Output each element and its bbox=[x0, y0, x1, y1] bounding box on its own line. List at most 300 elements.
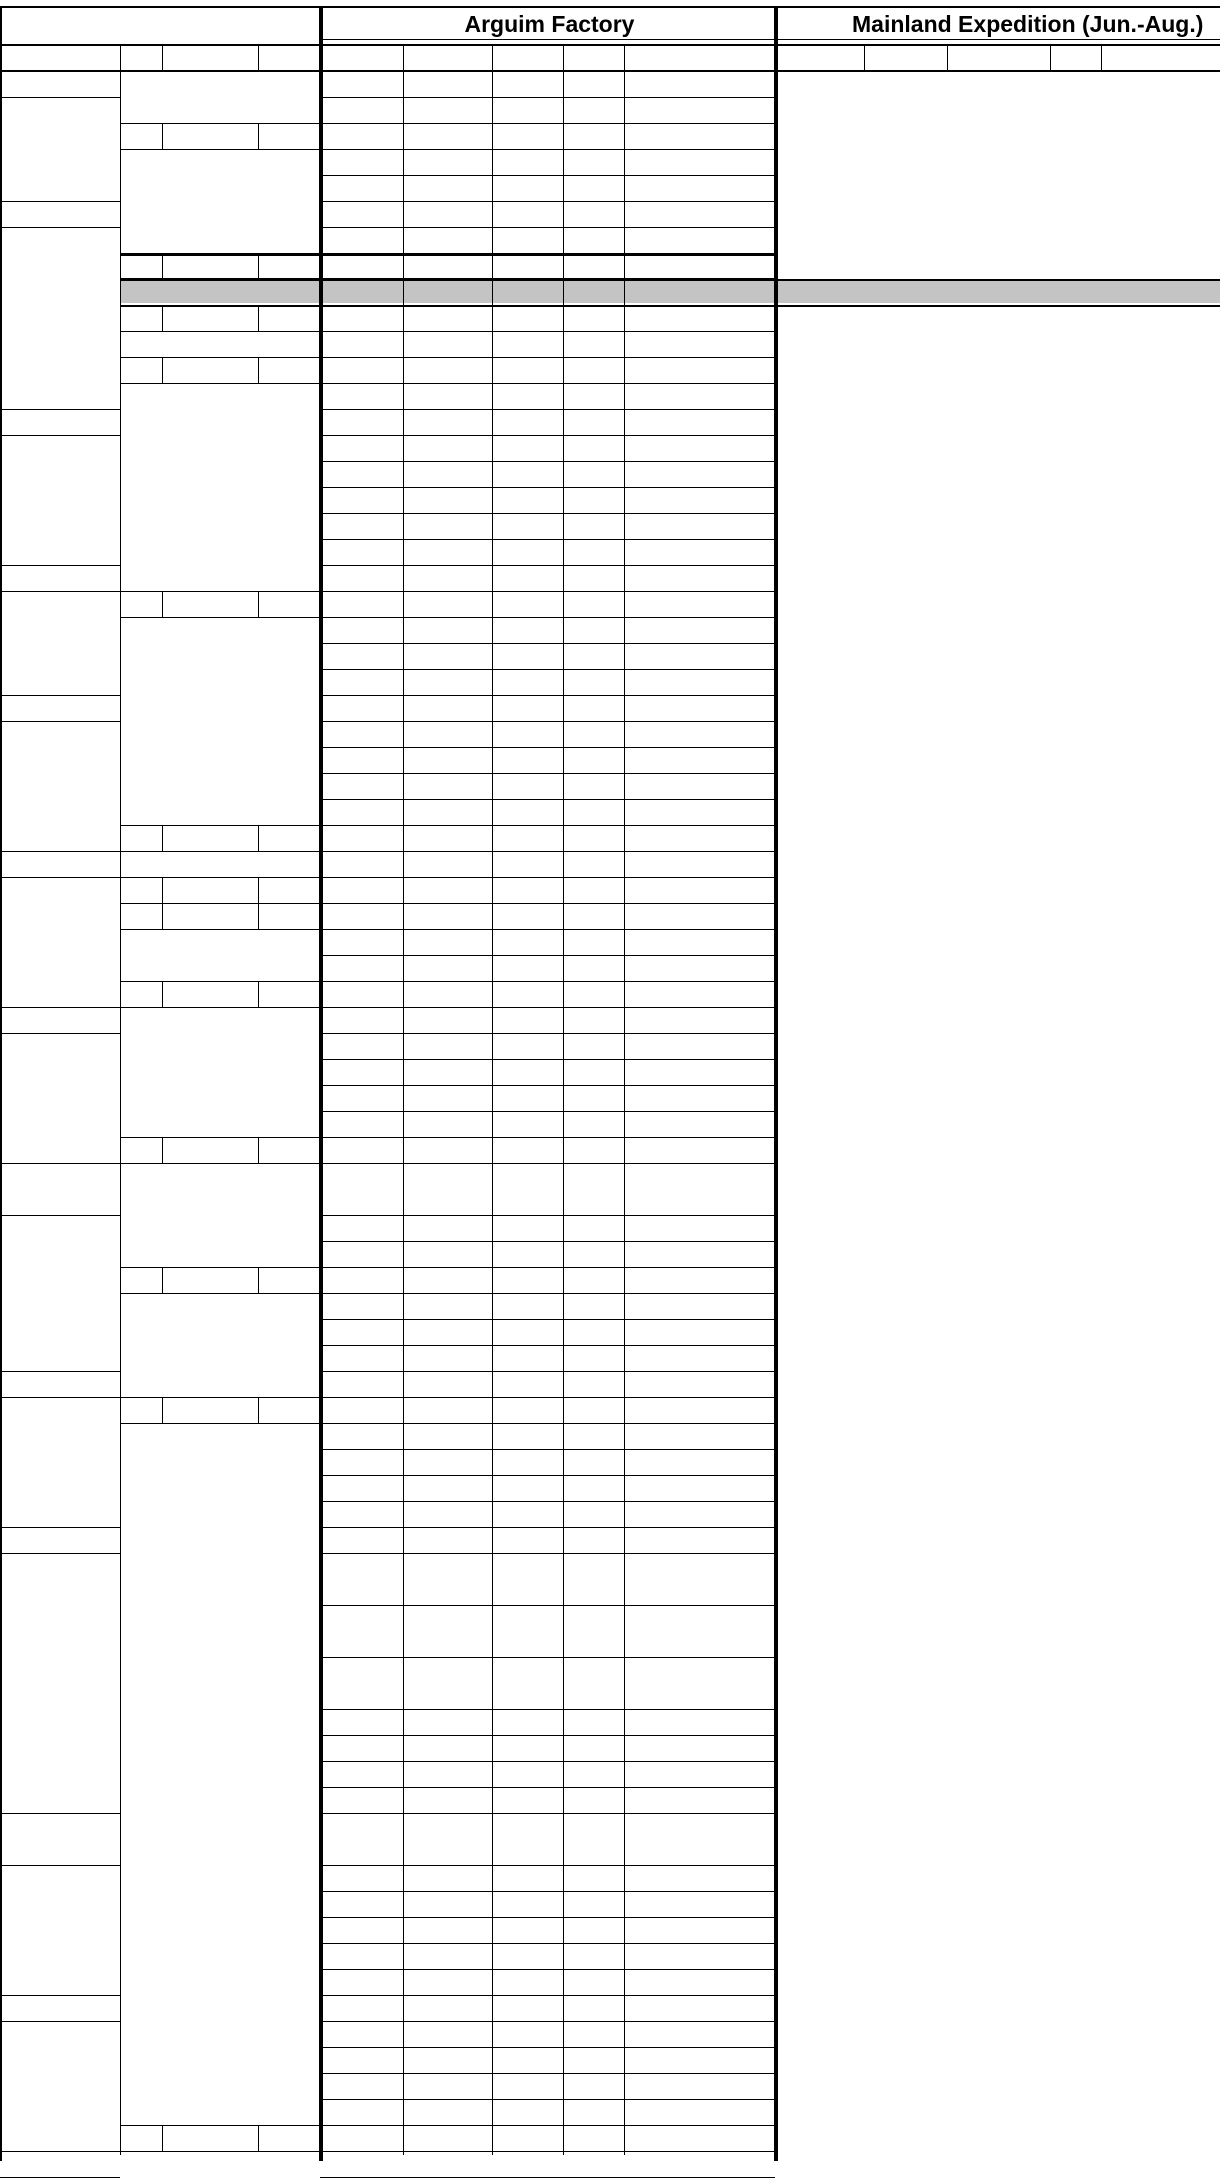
row-price-cell bbox=[624, 1215, 775, 1241]
row-price-cell bbox=[624, 1345, 775, 1371]
row-day-cell bbox=[258, 149, 320, 175]
row-line bbox=[320, 461, 775, 462]
row-price-cell bbox=[624, 175, 775, 201]
column-header-mainland-age bbox=[1050, 45, 1101, 69]
row-year-cell bbox=[120, 1579, 162, 1605]
row-price-cell bbox=[624, 643, 775, 669]
row-number-cell bbox=[320, 1787, 403, 1813]
row-number-cell bbox=[320, 773, 403, 799]
row-number-cell bbox=[320, 1111, 403, 1137]
row-day-cell bbox=[258, 2125, 320, 2151]
folio-line bbox=[0, 1215, 120, 1216]
row-number-cell bbox=[320, 903, 403, 929]
row-female-cell bbox=[403, 97, 492, 123]
row-age-cell bbox=[563, 1969, 624, 1995]
row-folio-cell bbox=[0, 2047, 120, 2073]
row-year-cell bbox=[120, 2073, 162, 2099]
row-day-cell bbox=[258, 409, 320, 435]
row-age-cell bbox=[563, 227, 624, 253]
row-male-cell bbox=[492, 539, 563, 565]
row-age-cell bbox=[563, 331, 624, 357]
row-age-cell bbox=[563, 773, 624, 799]
row-price-cell bbox=[624, 877, 775, 903]
folio-line bbox=[0, 591, 120, 592]
date-box-line bbox=[258, 903, 259, 929]
row-folio-cell bbox=[0, 1293, 120, 1319]
row-year-cell bbox=[120, 1007, 162, 1033]
row-price-cell bbox=[624, 1085, 775, 1111]
row-day-cell bbox=[258, 1787, 320, 1813]
row-age-cell bbox=[563, 1449, 624, 1475]
row-folio-cell bbox=[0, 1007, 120, 1033]
row-age-cell bbox=[563, 1527, 624, 1553]
row-male-cell bbox=[492, 825, 563, 851]
row-year-cell bbox=[120, 1631, 162, 1657]
row-month-cell bbox=[162, 617, 258, 643]
row-price-cell bbox=[624, 1189, 775, 1215]
row-number-cell bbox=[320, 1969, 403, 1995]
row-number-cell bbox=[320, 357, 403, 383]
row-day-cell bbox=[258, 1865, 320, 1891]
row-age-cell bbox=[563, 1813, 624, 1865]
row-price-cell bbox=[624, 669, 775, 695]
row-folio-cell bbox=[0, 877, 120, 903]
row-year-cell bbox=[120, 1969, 162, 1995]
row-number-cell bbox=[320, 2125, 403, 2151]
row-number-cell bbox=[320, 1761, 403, 1787]
row-folio-cell bbox=[0, 1501, 120, 1527]
row-day-cell bbox=[258, 981, 320, 1007]
row-female-cell bbox=[403, 1345, 492, 1371]
row-year-cell bbox=[120, 747, 162, 773]
row-price-cell bbox=[624, 929, 775, 955]
date-box-line bbox=[162, 253, 163, 279]
row-day-cell bbox=[258, 565, 320, 591]
row-month-cell bbox=[162, 357, 258, 383]
row-price-cell bbox=[624, 2125, 775, 2151]
row-year-cell bbox=[120, 2099, 162, 2125]
row-male-cell bbox=[492, 1709, 563, 1735]
row-female-cell bbox=[403, 955, 492, 981]
row-day-cell bbox=[258, 487, 320, 513]
row-male-cell bbox=[492, 1267, 563, 1293]
row-male-cell bbox=[492, 487, 563, 513]
row-age-cell bbox=[563, 1163, 624, 1215]
row-female-cell bbox=[403, 357, 492, 383]
row-folio-cell bbox=[0, 123, 120, 149]
row-number-cell bbox=[320, 643, 403, 669]
row-male-cell bbox=[492, 1761, 563, 1787]
row-year-cell bbox=[120, 227, 162, 253]
row-age-cell bbox=[563, 383, 624, 409]
row-folio-cell bbox=[0, 799, 120, 825]
row-year-cell bbox=[120, 591, 162, 617]
row-age-cell bbox=[563, 1215, 624, 1241]
row-day-cell bbox=[258, 1761, 320, 1787]
row-female-cell bbox=[403, 1761, 492, 1787]
row-folio-cell bbox=[0, 1059, 120, 1085]
thick-divider bbox=[774, 6, 778, 2161]
row-year-cell bbox=[120, 1943, 162, 1969]
row-year-cell bbox=[120, 1397, 162, 1423]
row-number-cell bbox=[320, 227, 403, 253]
row-folio-cell bbox=[0, 1345, 120, 1371]
row-female-cell bbox=[403, 851, 492, 877]
row-year-cell bbox=[120, 1293, 162, 1319]
row-male-cell bbox=[492, 877, 563, 903]
total-age-cell bbox=[563, 253, 624, 279]
row-month-cell bbox=[162, 1839, 258, 1865]
row-female-cell bbox=[403, 1865, 492, 1891]
date-box-line bbox=[258, 1397, 259, 1423]
row-month-cell bbox=[162, 331, 258, 357]
header-col-line bbox=[624, 44, 625, 71]
date-box-line bbox=[258, 591, 259, 617]
row-price-cell bbox=[624, 461, 775, 487]
row-day-cell bbox=[258, 1189, 320, 1215]
row-number-cell bbox=[320, 1891, 403, 1917]
row-age-cell bbox=[563, 1683, 624, 1709]
row-month-cell bbox=[162, 1475, 258, 1501]
row-folio-cell bbox=[0, 1475, 120, 1501]
row-day-cell bbox=[258, 1111, 320, 1137]
folio-line bbox=[0, 1007, 120, 1008]
row-month-cell bbox=[162, 2125, 258, 2151]
row-day-cell bbox=[258, 305, 320, 331]
row-age-cell bbox=[563, 825, 624, 851]
header-col-line bbox=[258, 44, 259, 71]
row-day-cell bbox=[258, 539, 320, 565]
row-age-cell bbox=[563, 1111, 624, 1137]
row-male-cell bbox=[492, 123, 563, 149]
row-number-cell bbox=[320, 1995, 403, 2021]
row-price-cell bbox=[624, 357, 775, 383]
row-male-cell bbox=[492, 695, 563, 721]
row-day-cell bbox=[258, 357, 320, 383]
border-left bbox=[0, 6, 2, 2161]
row-year-cell bbox=[120, 539, 162, 565]
row-price-cell bbox=[624, 591, 775, 617]
row-folio-cell bbox=[0, 461, 120, 487]
row-month-cell bbox=[162, 2073, 258, 2099]
row-male-cell bbox=[492, 591, 563, 617]
row-female-cell bbox=[403, 1995, 492, 2021]
row-price-cell bbox=[624, 851, 775, 877]
row-folio-cell bbox=[0, 825, 120, 851]
folio-line bbox=[0, 409, 120, 410]
row-folio-cell bbox=[0, 227, 120, 253]
row-day-cell bbox=[258, 1137, 320, 1163]
date-box-line bbox=[120, 123, 320, 124]
row-line bbox=[320, 331, 775, 332]
row-male-cell bbox=[492, 97, 563, 123]
row-female-cell bbox=[403, 1371, 492, 1397]
header-col-line bbox=[947, 44, 948, 71]
row-folio-cell bbox=[0, 435, 120, 461]
row-price-cell bbox=[624, 1033, 775, 1059]
row-day-cell bbox=[258, 435, 320, 461]
row-male-cell bbox=[492, 1241, 563, 1267]
date-box-line bbox=[120, 253, 320, 254]
total-male-cell bbox=[492, 253, 563, 279]
row-male-cell bbox=[492, 1917, 563, 1943]
row-age-cell bbox=[563, 1371, 624, 1397]
row-price-cell bbox=[624, 1787, 775, 1813]
row-line bbox=[320, 1319, 775, 1320]
row-folio-cell bbox=[0, 71, 120, 97]
row-month-cell bbox=[162, 1527, 258, 1553]
row-age-cell bbox=[563, 643, 624, 669]
row-folio-cell bbox=[0, 1319, 120, 1345]
row-folio-cell bbox=[0, 669, 120, 695]
header-col-line bbox=[403, 44, 404, 71]
date-box-line bbox=[258, 1267, 259, 1293]
date-box-line bbox=[120, 591, 320, 592]
row-female-cell bbox=[403, 643, 492, 669]
row-price-cell bbox=[624, 955, 775, 981]
date-box-line bbox=[120, 149, 320, 150]
row-month-cell bbox=[162, 877, 258, 903]
border-top bbox=[0, 6, 1220, 8]
row-year-cell bbox=[120, 1215, 162, 1241]
row-day-cell bbox=[258, 1995, 320, 2021]
row-price-cell bbox=[624, 539, 775, 565]
row-day-cell bbox=[258, 1397, 320, 1423]
row-month-cell bbox=[162, 1943, 258, 1969]
date-box-line bbox=[162, 123, 163, 149]
row-female-cell bbox=[403, 565, 492, 591]
date-box-line bbox=[120, 1267, 320, 1268]
row-year-cell bbox=[120, 773, 162, 799]
date-box-line bbox=[120, 1423, 320, 1424]
row-month-cell bbox=[162, 1319, 258, 1345]
date-box-line bbox=[120, 981, 320, 982]
row-female-cell bbox=[403, 1319, 492, 1345]
row-age-cell bbox=[563, 175, 624, 201]
row-month-cell bbox=[162, 1709, 258, 1735]
row-month-cell bbox=[162, 1631, 258, 1657]
date-box-line bbox=[120, 851, 320, 852]
date-box-line bbox=[120, 383, 320, 384]
row-month-cell bbox=[162, 929, 258, 955]
row-number-cell bbox=[320, 71, 403, 97]
row-line bbox=[320, 1033, 775, 1034]
row-male-cell bbox=[492, 2125, 563, 2151]
row-female-cell bbox=[403, 1397, 492, 1423]
row-folio-cell bbox=[0, 409, 120, 435]
row-female-cell bbox=[403, 591, 492, 617]
row-price-cell bbox=[624, 1735, 775, 1761]
row-month-cell bbox=[162, 1267, 258, 1293]
row-price-cell bbox=[624, 773, 775, 799]
row-age-cell bbox=[563, 1085, 624, 1111]
row-line bbox=[320, 955, 775, 956]
row-year-cell bbox=[120, 513, 162, 539]
row-male-cell bbox=[492, 1995, 563, 2021]
date-box-line bbox=[120, 929, 320, 930]
row-day-cell bbox=[258, 1059, 320, 1085]
row-male-cell bbox=[492, 1085, 563, 1111]
row-male-cell bbox=[492, 1345, 563, 1371]
row-line bbox=[320, 1917, 775, 1918]
row-female-cell bbox=[403, 1787, 492, 1813]
row-number-cell bbox=[320, 1501, 403, 1527]
row-folio-cell bbox=[0, 721, 120, 747]
row-age-cell bbox=[563, 71, 624, 97]
row-folio-cell bbox=[0, 929, 120, 955]
row-price-cell bbox=[624, 1709, 775, 1735]
row-month-cell bbox=[162, 799, 258, 825]
row-month-cell bbox=[162, 669, 258, 695]
row-number-cell bbox=[320, 617, 403, 643]
row-age-cell bbox=[563, 669, 624, 695]
row-female-cell bbox=[403, 1969, 492, 1995]
row-number-cell bbox=[320, 1319, 403, 1345]
row-price-cell bbox=[624, 1241, 775, 1267]
row-male-cell bbox=[492, 2073, 563, 2099]
row-male-cell bbox=[492, 669, 563, 695]
row-folio-cell bbox=[0, 981, 120, 1007]
row-line bbox=[320, 539, 775, 540]
row-folio-cell bbox=[0, 1527, 120, 1553]
row-line bbox=[320, 1527, 775, 1528]
row-year-cell bbox=[120, 695, 162, 721]
date-box-line bbox=[120, 331, 320, 332]
row-folio-cell bbox=[0, 1995, 120, 2021]
date-box-line bbox=[120, 903, 320, 904]
row-year-cell bbox=[120, 331, 162, 357]
row-folio-cell bbox=[0, 1969, 120, 1995]
row-day-cell bbox=[258, 2073, 320, 2099]
row-female-cell bbox=[403, 2047, 492, 2073]
row-female-cell bbox=[403, 1709, 492, 1735]
date-box-line bbox=[258, 825, 259, 851]
row-folio-cell bbox=[0, 1423, 120, 1449]
row-line bbox=[320, 929, 775, 930]
row-age-cell bbox=[563, 1241, 624, 1267]
row-line bbox=[320, 1267, 775, 1268]
row-price-cell bbox=[624, 1501, 775, 1527]
row-folio-cell bbox=[0, 1189, 120, 1215]
column-header-number bbox=[320, 45, 403, 69]
row-age-cell bbox=[563, 1917, 624, 1943]
row-month-cell bbox=[162, 1397, 258, 1423]
row-day-cell bbox=[258, 1891, 320, 1917]
row-number-cell bbox=[320, 1345, 403, 1371]
row-line bbox=[320, 643, 775, 644]
row-folio-cell bbox=[0, 1137, 120, 1163]
folio-line bbox=[0, 695, 120, 696]
date-box-line bbox=[258, 305, 259, 331]
row-year-cell bbox=[120, 1241, 162, 1267]
date-box-line bbox=[120, 1007, 320, 1008]
row-age-cell bbox=[563, 903, 624, 929]
row-number-cell bbox=[320, 383, 403, 409]
column-header-mainland-price bbox=[1101, 45, 1220, 69]
row-female-cell bbox=[403, 1917, 492, 1943]
date-box-line bbox=[120, 2125, 320, 2126]
row-number-cell bbox=[320, 669, 403, 695]
date-box-line bbox=[258, 253, 259, 279]
row-year-cell bbox=[120, 71, 162, 97]
row-month-cell bbox=[162, 1683, 258, 1709]
row-month-cell bbox=[162, 97, 258, 123]
folio-line bbox=[0, 1527, 120, 1528]
row-line bbox=[320, 851, 775, 852]
row-day-cell bbox=[258, 1527, 320, 1553]
column-header-year bbox=[120, 45, 162, 69]
row-month-cell bbox=[162, 1449, 258, 1475]
row-number-cell bbox=[320, 877, 403, 903]
row-year-cell bbox=[120, 175, 162, 201]
folio-line bbox=[0, 2151, 120, 2152]
row-price-cell bbox=[624, 1605, 775, 1657]
row-day-cell bbox=[258, 1449, 320, 1475]
row-year-cell bbox=[120, 1709, 162, 1735]
row-folio-cell bbox=[0, 1215, 120, 1241]
row-day-cell bbox=[258, 1345, 320, 1371]
section-separator bbox=[120, 281, 1220, 303]
row-folio-cell bbox=[0, 747, 120, 773]
row-line bbox=[320, 1137, 775, 1138]
row-month-cell bbox=[162, 825, 258, 851]
row-male-cell bbox=[492, 149, 563, 175]
row-female-cell bbox=[403, 1189, 492, 1215]
row-number-cell bbox=[320, 1579, 403, 1605]
row-female-cell bbox=[403, 1059, 492, 1085]
row-female-cell bbox=[403, 1423, 492, 1449]
row-day-cell bbox=[258, 331, 320, 357]
row-number-cell bbox=[320, 1423, 403, 1449]
row-price-cell bbox=[624, 981, 775, 1007]
row-month-cell bbox=[162, 1189, 258, 1215]
row-line bbox=[320, 2021, 775, 2022]
row-female-cell bbox=[403, 227, 492, 253]
row-price-cell bbox=[624, 409, 775, 435]
row-age-cell bbox=[563, 721, 624, 747]
row-line bbox=[320, 487, 775, 488]
row-number-cell bbox=[320, 487, 403, 513]
row-male-cell bbox=[492, 2021, 563, 2047]
row-price-cell bbox=[624, 565, 775, 591]
row-age-cell bbox=[563, 1137, 624, 1163]
row-price-cell bbox=[624, 1917, 775, 1943]
row-price-cell bbox=[624, 201, 775, 227]
date-box-line bbox=[258, 2125, 259, 2151]
row-line bbox=[320, 1475, 775, 1476]
row-number-cell bbox=[320, 565, 403, 591]
row-price-cell bbox=[624, 1423, 775, 1449]
row-line bbox=[320, 1371, 775, 1372]
date-box-line bbox=[162, 1397, 163, 1423]
date-box-line bbox=[162, 305, 163, 331]
row-price-cell bbox=[624, 2073, 775, 2099]
row-number-cell bbox=[320, 1917, 403, 1943]
row-day-cell bbox=[258, 1631, 320, 1657]
row-folio-cell bbox=[0, 903, 120, 929]
row-year-cell bbox=[120, 383, 162, 409]
row-male-cell bbox=[492, 565, 563, 591]
row-female-cell bbox=[403, 1501, 492, 1527]
row-male-cell bbox=[492, 851, 563, 877]
row-female-cell bbox=[403, 1007, 492, 1033]
row-age-cell bbox=[563, 851, 624, 877]
row-line bbox=[320, 1657, 775, 1658]
row-male-cell bbox=[492, 2047, 563, 2073]
row-month-cell bbox=[162, 1423, 258, 1449]
row-year-cell bbox=[120, 825, 162, 851]
row-day-cell bbox=[258, 591, 320, 617]
